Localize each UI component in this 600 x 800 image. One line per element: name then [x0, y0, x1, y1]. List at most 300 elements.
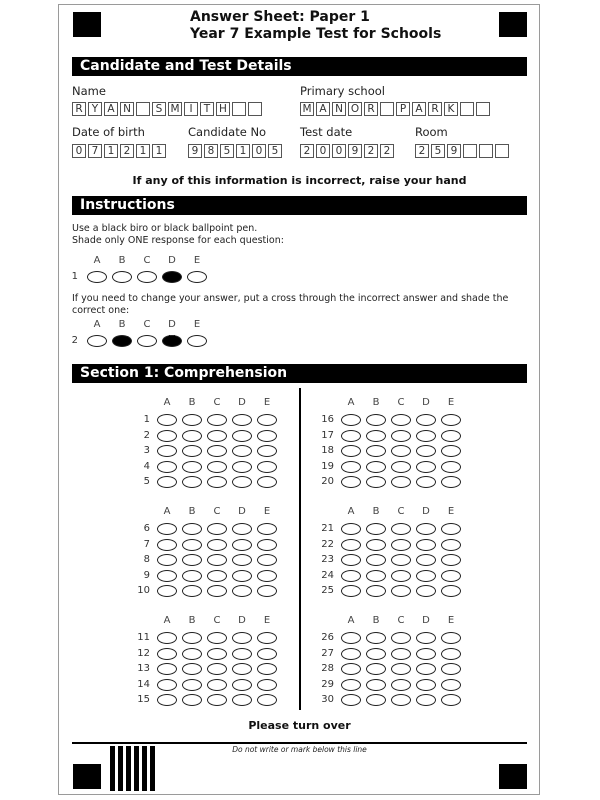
answer-bubble-d[interactable] — [232, 554, 252, 566]
char-box[interactable]: 1 — [236, 144, 250, 158]
question-number: 16 — [321, 414, 334, 425]
char-box[interactable]: 1 — [136, 144, 150, 158]
question-number: 28 — [321, 663, 334, 674]
answer-bubble-d[interactable] — [232, 476, 252, 488]
option-header-b: B — [372, 506, 380, 517]
barcode-bar — [126, 746, 131, 791]
question-number: 7 — [143, 538, 150, 550]
option-header-e: E — [263, 397, 271, 408]
answer-bubble-c[interactable] — [207, 476, 227, 488]
title-line-1: Answer Sheet: Paper 1 — [190, 9, 370, 25]
answer-bubble-c[interactable] — [207, 648, 227, 660]
char-box[interactable]: 2 — [364, 144, 378, 158]
answer-bubble-c[interactable] — [391, 585, 411, 597]
do-not-write-note: Do not write or mark below this line — [232, 745, 367, 754]
option-header-d: D — [422, 506, 430, 517]
answer-bubble-e[interactable] — [257, 414, 277, 426]
char-box[interactable]: K — [444, 102, 458, 116]
answer-bubble-d[interactable] — [416, 679, 436, 691]
barcode-bar — [150, 746, 155, 791]
example-bubble-d — [162, 271, 182, 283]
answer-bubble-b[interactable] — [182, 570, 202, 582]
answer-bubble-e[interactable] — [441, 414, 461, 426]
answer-bubble-b[interactable] — [182, 679, 202, 691]
option-header-a: A — [347, 397, 355, 408]
answer-bubble-c[interactable] — [207, 585, 227, 597]
answer-bubble-d[interactable] — [232, 445, 252, 457]
answer-bubble-c[interactable] — [207, 445, 227, 457]
question-number: 15 — [137, 694, 150, 705]
name-boxes — [72, 102, 264, 116]
answer-bubble-a[interactable] — [157, 679, 177, 691]
option-header-b: B — [372, 397, 380, 408]
room-boxes — [415, 144, 511, 158]
question-number: 1 — [143, 414, 150, 425]
answer-bubble-c[interactable] — [391, 694, 411, 706]
answer-bubble-e[interactable] — [441, 461, 461, 473]
option-header-e: E — [447, 615, 455, 626]
example-letter-b: B — [118, 255, 126, 266]
section-1-heading: Section 1: Comprehension — [72, 364, 527, 383]
answer-bubble-a[interactable] — [157, 585, 177, 597]
char-box[interactable] — [495, 144, 509, 158]
answer-bubble-d[interactable] — [416, 570, 436, 582]
example-bubble-e — [187, 335, 207, 347]
answer-bubble-a[interactable] — [341, 445, 361, 457]
answer-bubble-c[interactable] — [207, 539, 227, 551]
answer-bubble-e[interactable] — [441, 663, 461, 675]
answer-bubble-e[interactable] — [441, 648, 461, 660]
answer-bubble-c[interactable] — [207, 430, 227, 442]
char-box[interactable]: 9 — [447, 144, 461, 158]
char-box[interactable]: 8 — [204, 144, 218, 158]
answer-bubble-e[interactable] — [441, 554, 461, 566]
option-header-a: A — [163, 615, 171, 626]
answer-bubble-b[interactable] — [366, 476, 386, 488]
barcode-bar — [134, 746, 139, 791]
answer-bubble-d[interactable] — [416, 585, 436, 597]
answer-bubble-a[interactable] — [157, 663, 177, 675]
answer-bubble-e[interactable] — [257, 445, 277, 457]
answer-bubble-c[interactable] — [391, 476, 411, 488]
question-number: 27 — [321, 647, 334, 659]
char-box[interactable] — [380, 102, 394, 116]
char-box[interactable]: 5 — [220, 144, 234, 158]
answer-bubble-b[interactable] — [366, 632, 386, 644]
answer-bubble-a[interactable] — [157, 476, 177, 488]
char-box[interactable]: 0 — [252, 144, 266, 158]
answer-bubble-a[interactable] — [341, 694, 361, 706]
char-box[interactable]: 0 — [72, 144, 86, 158]
answer-bubble-a[interactable] — [157, 694, 177, 706]
answer-bubble-d[interactable] — [416, 461, 436, 473]
sheet-title — [190, 9, 441, 43]
answer-bubble-e[interactable] — [257, 694, 277, 706]
answer-bubble-b[interactable] — [366, 523, 386, 535]
answer-bubble-a[interactable] — [341, 554, 361, 566]
answer-bubble-d[interactable] — [416, 414, 436, 426]
char-box[interactable]: A — [412, 102, 426, 116]
question-number: 13 — [137, 663, 150, 674]
char-box[interactable]: R — [72, 102, 86, 116]
char-box[interactable] — [232, 102, 246, 116]
char-box[interactable]: 0 — [316, 144, 330, 158]
barcode-bar — [118, 746, 123, 791]
char-box[interactable] — [479, 144, 493, 158]
answer-bubble-d[interactable] — [232, 648, 252, 660]
question-number: 20 — [321, 476, 334, 487]
option-header-c: C — [213, 615, 221, 626]
char-box[interactable]: O — [348, 102, 362, 116]
answer-bubble-b[interactable] — [366, 539, 386, 551]
answer-bubble-e[interactable] — [257, 554, 277, 566]
answer-bubble-e[interactable] — [441, 523, 461, 535]
char-box[interactable]: 2 — [415, 144, 429, 158]
option-header-d: D — [422, 397, 430, 408]
option-header-e: E — [263, 506, 271, 517]
answer-bubble-c[interactable] — [391, 632, 411, 644]
example-bubble-b — [112, 335, 132, 347]
answer-bubble-d[interactable] — [416, 694, 436, 706]
answer-bubble-d[interactable] — [416, 539, 436, 551]
answer-bubble-c[interactable] — [391, 539, 411, 551]
answer-bubble-b[interactable] — [366, 694, 386, 706]
char-box[interactable]: 1 — [152, 144, 166, 158]
answer-bubble-d[interactable] — [416, 648, 436, 660]
example-bubble-c — [137, 335, 157, 347]
char-box[interactable]: I — [184, 102, 198, 116]
question-number: 3 — [143, 445, 150, 456]
answer-bubble-e[interactable] — [441, 476, 461, 488]
example-letter-e: E — [193, 319, 201, 330]
answer-bubble-e[interactable] — [441, 570, 461, 582]
answer-bubble-c[interactable] — [391, 663, 411, 675]
question-number: 21 — [321, 523, 334, 534]
option-header-d: D — [238, 397, 246, 408]
question-number: 14 — [137, 678, 150, 690]
answer-bubble-b[interactable] — [182, 445, 202, 457]
answer-bubble-b[interactable] — [182, 585, 202, 597]
answer-bubble-b[interactable] — [182, 554, 202, 566]
answer-bubble-e[interactable] — [441, 632, 461, 644]
dob-label: Date of birth — [72, 125, 145, 139]
question-number: 23 — [321, 554, 334, 565]
answer-bubble-c[interactable] — [207, 461, 227, 473]
name-label: Name — [72, 84, 106, 98]
answer-bubble-c[interactable] — [207, 414, 227, 426]
example-bubble-e — [187, 271, 207, 283]
answer-bubble-a[interactable] — [157, 570, 177, 582]
question-number: 26 — [321, 632, 334, 643]
char-box[interactable]: 5 — [268, 144, 282, 158]
answer-bubble-c[interactable] — [391, 570, 411, 582]
char-box[interactable]: Y — [88, 102, 102, 116]
option-header-a: A — [347, 506, 355, 517]
char-box[interactable] — [463, 144, 477, 158]
char-box[interactable]: N — [120, 102, 134, 116]
char-box[interactable]: 2 — [120, 144, 134, 158]
example-letter-d: D — [168, 255, 176, 266]
option-header-b: B — [188, 615, 196, 626]
option-header-c: C — [397, 397, 405, 408]
answer-bubble-a[interactable] — [341, 570, 361, 582]
answer-bubble-e[interactable] — [257, 523, 277, 535]
incorrect-info-warning: If any of this information is incorrect, raise your hand — [132, 174, 467, 187]
answer-bubble-c[interactable] — [207, 523, 227, 535]
answer-bubble-e[interactable] — [257, 663, 277, 675]
answer-bubble-c[interactable] — [391, 679, 411, 691]
answer-bubble-c[interactable] — [391, 554, 411, 566]
answer-bubble-c[interactable] — [207, 663, 227, 675]
char-box[interactable] — [248, 102, 262, 116]
answer-bubble-a[interactable] — [341, 648, 361, 660]
answer-bubble-a[interactable] — [157, 523, 177, 535]
answer-bubble-a[interactable] — [157, 632, 177, 644]
test-date-label: Test date — [300, 125, 353, 139]
option-header-b: B — [188, 506, 196, 517]
answer-bubble-c[interactable] — [391, 648, 411, 660]
question-number: 17 — [321, 429, 334, 441]
char-box[interactable] — [136, 102, 150, 116]
question-number: 5 — [143, 476, 150, 487]
answer-bubble-c[interactable] — [207, 679, 227, 691]
answer-bubble-c[interactable] — [207, 570, 227, 582]
answer-bubble-a[interactable] — [341, 539, 361, 551]
example-letter-a: A — [93, 255, 101, 266]
answer-bubble-a[interactable] — [157, 414, 177, 426]
answer-bubble-a[interactable] — [157, 539, 177, 551]
change-answer-text-1: If you need to change your answer, put a cross through the incorrect answer and shade the — [72, 293, 509, 304]
answer-bubble-b[interactable] — [366, 585, 386, 597]
question-number: 12 — [137, 647, 150, 659]
answer-bubble-e[interactable] — [257, 632, 277, 644]
candidate-no-boxes — [188, 144, 284, 158]
char-box[interactable]: 2 — [380, 144, 394, 158]
answer-bubble-a[interactable] — [341, 663, 361, 675]
answer-bubble-d[interactable] — [232, 461, 252, 473]
answer-bubble-a[interactable] — [341, 476, 361, 488]
room-label: Room — [415, 125, 448, 139]
question-number: 11 — [137, 632, 150, 643]
answer-bubble-e[interactable] — [257, 648, 277, 660]
option-header-d: D — [238, 506, 246, 517]
option-header-e: E — [447, 506, 455, 517]
answer-bubble-c[interactable] — [391, 414, 411, 426]
option-header-a: A — [163, 397, 171, 408]
answer-bubble-d[interactable] — [232, 663, 252, 675]
char-box[interactable]: M — [300, 102, 314, 116]
answer-bubble-d[interactable] — [232, 585, 252, 597]
example-letter-c: C — [143, 319, 151, 330]
answer-bubble-b[interactable] — [366, 663, 386, 675]
answer-bubble-c[interactable] — [207, 554, 227, 566]
answer-bubble-a[interactable] — [157, 554, 177, 566]
answer-bubble-d[interactable] — [232, 694, 252, 706]
answer-bubble-d[interactable] — [232, 679, 252, 691]
barcode-bar — [142, 746, 147, 791]
answer-bubble-c[interactable] — [391, 445, 411, 457]
question-number: 30 — [321, 694, 334, 705]
answer-bubble-e[interactable] — [257, 585, 277, 597]
answer-bubble-a[interactable] — [341, 523, 361, 535]
answer-bubble-b[interactable] — [182, 539, 202, 551]
change-answer-text-2: correct one: — [72, 305, 130, 316]
answer-bubble-e[interactable] — [257, 430, 277, 442]
candidate-details-heading: Candidate and Test Details — [72, 57, 527, 76]
char-box[interactable]: 5 — [431, 144, 445, 158]
option-header-a: A — [163, 506, 171, 517]
char-box[interactable]: 0 — [332, 144, 346, 158]
answer-bubble-a[interactable] — [341, 632, 361, 644]
answer-bubble-a[interactable] — [157, 461, 177, 473]
question-number: 2 — [143, 429, 150, 441]
school-boxes — [300, 102, 492, 116]
question-number: 9 — [143, 569, 150, 581]
answer-bubble-b[interactable] — [366, 461, 386, 473]
registration-mark-top-right — [499, 12, 527, 37]
answer-bubble-d[interactable] — [232, 523, 252, 535]
answer-bubble-a[interactable] — [341, 585, 361, 597]
answer-bubble-a[interactable] — [157, 445, 177, 457]
answer-bubble-b[interactable] — [182, 414, 202, 426]
option-header-c: C — [213, 397, 221, 408]
cross-mark-icon: ✖ — [166, 333, 178, 348]
char-box[interactable]: 7 — [88, 144, 102, 158]
answer-bubble-d[interactable] — [416, 445, 436, 457]
answer-bubble-e[interactable] — [257, 679, 277, 691]
option-header-b: B — [372, 615, 380, 626]
answer-bubble-d[interactable] — [232, 430, 252, 442]
answer-bubble-c[interactable] — [391, 430, 411, 442]
answer-bubble-d[interactable] — [416, 632, 436, 644]
answer-bubble-a[interactable] — [157, 648, 177, 660]
answer-bubble-e[interactable] — [257, 461, 277, 473]
char-box[interactable] — [460, 102, 474, 116]
answer-bubble-b[interactable] — [366, 430, 386, 442]
option-header-e: E — [447, 397, 455, 408]
question-number: 29 — [321, 678, 334, 690]
test-date-boxes — [300, 144, 396, 158]
answer-bubble-b[interactable] — [366, 445, 386, 457]
option-header-c: C — [397, 506, 405, 517]
school-label: Primary school — [300, 84, 385, 98]
answer-bubble-b[interactable] — [182, 648, 202, 660]
question-number: 10 — [137, 585, 150, 596]
example-bubble-a — [87, 271, 107, 283]
answer-bubble-e[interactable] — [441, 430, 461, 442]
option-header-b: B — [188, 397, 196, 408]
example-number: 2 — [71, 335, 78, 346]
dob-boxes — [72, 144, 168, 158]
char-box[interactable]: A — [316, 102, 330, 116]
answer-bubble-b[interactable] — [366, 570, 386, 582]
char-box[interactable]: T — [200, 102, 214, 116]
char-box[interactable]: 1 — [104, 144, 118, 158]
answer-bubble-e[interactable] — [441, 539, 461, 551]
answer-bubble-a[interactable] — [341, 461, 361, 473]
char-box[interactable]: R — [364, 102, 378, 116]
answer-bubble-b[interactable] — [182, 663, 202, 675]
answer-bubble-b[interactable] — [182, 523, 202, 535]
char-box[interactable]: 2 — [300, 144, 314, 158]
instructions-heading: Instructions — [72, 196, 527, 215]
answer-bubble-b[interactable] — [182, 430, 202, 442]
example-number: 1 — [71, 271, 78, 282]
answer-bubble-e[interactable] — [441, 694, 461, 706]
question-number: 25 — [321, 585, 334, 596]
barcode-bar — [110, 746, 115, 791]
answer-bubble-b[interactable] — [366, 554, 386, 566]
char-box[interactable]: H — [216, 102, 230, 116]
question-number: 24 — [321, 569, 334, 581]
answer-bubble-e[interactable] — [257, 570, 277, 582]
example-bubble-c — [137, 271, 157, 283]
turn-over-note: Please turn over — [248, 719, 351, 732]
answer-bubble-c[interactable] — [391, 461, 411, 473]
answer-bubble-c[interactable] — [207, 632, 227, 644]
char-box[interactable]: S — [152, 102, 166, 116]
answer-bubble-a[interactable] — [341, 430, 361, 442]
answer-bubble-d[interactable] — [232, 632, 252, 644]
answer-bubble-e[interactable] — [257, 539, 277, 551]
answer-bubble-b[interactable] — [366, 414, 386, 426]
answer-bubble-e[interactable] — [441, 679, 461, 691]
answer-bubble-b[interactable] — [182, 694, 202, 706]
char-box[interactable]: 9 — [188, 144, 202, 158]
char-box[interactable]: M — [168, 102, 182, 116]
char-box[interactable]: N — [332, 102, 346, 116]
answer-bubble-c[interactable] — [207, 694, 227, 706]
answer-bubble-e[interactable] — [441, 585, 461, 597]
question-number: 8 — [143, 554, 150, 565]
answer-bubble-d[interactable] — [232, 570, 252, 582]
answer-bubble-d[interactable] — [416, 476, 436, 488]
answer-bubble-d[interactable] — [232, 414, 252, 426]
answer-bubble-a[interactable] — [341, 679, 361, 691]
answer-bubble-d[interactable] — [416, 663, 436, 675]
example-letter-d: D — [168, 319, 176, 330]
answer-bubble-d[interactable] — [232, 539, 252, 551]
answer-bubble-a[interactable] — [157, 430, 177, 442]
char-box[interactable]: A — [104, 102, 118, 116]
answer-bubble-a[interactable] — [341, 414, 361, 426]
char-box[interactable] — [476, 102, 490, 116]
char-box[interactable]: R — [428, 102, 442, 116]
answer-bubble-b[interactable] — [182, 476, 202, 488]
instruction-line-1: Use a black biro or black ballpoint pen. — [72, 223, 258, 234]
question-number: 19 — [321, 460, 334, 472]
answer-bubble-e[interactable] — [257, 476, 277, 488]
answer-bubble-c[interactable] — [391, 523, 411, 535]
example-letter-c: C — [143, 255, 151, 266]
example-bubble-a — [87, 335, 107, 347]
char-box[interactable]: 9 — [348, 144, 362, 158]
option-header-d: D — [422, 615, 430, 626]
answer-bubble-d[interactable] — [416, 554, 436, 566]
registration-mark-bottom-right — [499, 764, 527, 789]
answer-bubble-e[interactable] — [441, 445, 461, 457]
answer-bubble-d[interactable] — [416, 523, 436, 535]
answer-bubble-b[interactable] — [366, 648, 386, 660]
example-letter-e: E — [193, 255, 201, 266]
candidate-no-label: Candidate No — [188, 125, 267, 139]
char-box[interactable]: P — [396, 102, 410, 116]
answer-bubble-b[interactable] — [366, 679, 386, 691]
answer-bubble-b[interactable] — [182, 632, 202, 644]
answer-bubble-d[interactable] — [416, 430, 436, 442]
answer-bubble-b[interactable] — [182, 461, 202, 473]
title-line-2: Year 7 Example Test for Schools — [190, 26, 442, 42]
